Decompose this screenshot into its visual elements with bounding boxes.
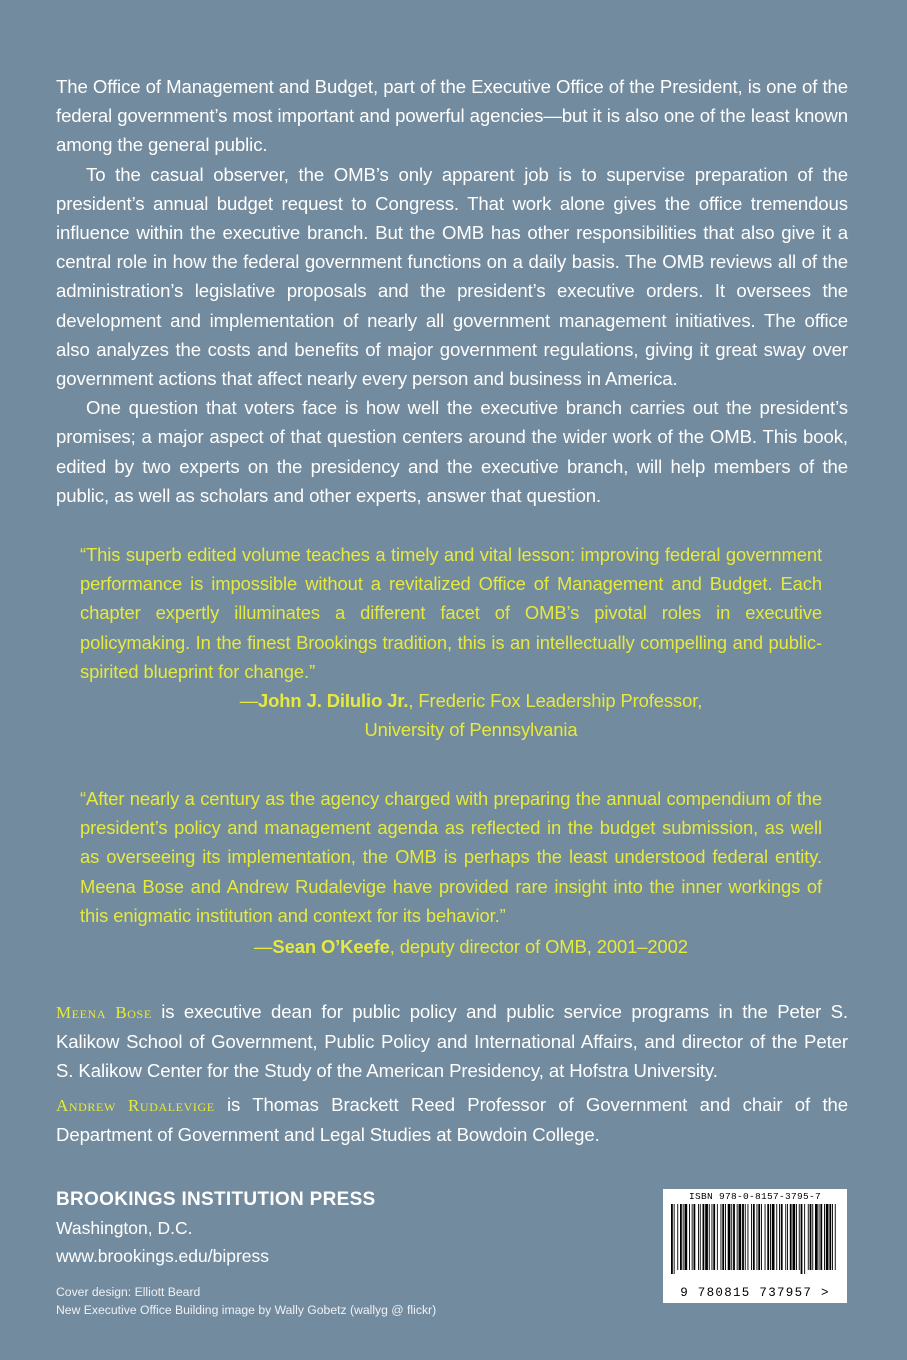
barcode-bar: [713, 1204, 715, 1270]
publisher-info: [56, 1186, 556, 1270]
isbn-barcode: [663, 1189, 847, 1303]
publisher-name: BROOKINGS INSTITUTION PRESS: [56, 1189, 376, 1210]
credits: [56, 1284, 616, 1319]
barcode-bar: [725, 1204, 726, 1270]
publisher-url: www.brookings.edu/bipress: [56, 1246, 270, 1266]
blurb-1-quote: “This superb edited volume teaches a timely and vital lesson: improving federal government performance is impossible without a revitalized Office of Management and Budget. Each chapter expertly illuminates a different facet of OMB’s pivotal roles in executive policymaking. In the finest Brookings tradition, this is an intellectually compelling and public-spirited blueprint for change.”: [80, 544, 822, 682]
barcode-bar: [785, 1204, 786, 1270]
barcode-bar: [698, 1204, 699, 1270]
author-bios: [56, 997, 848, 1149]
image-credit: New Executive Office Building image by Wally Gobetz (wallyg @ flickr): [56, 1302, 437, 1317]
barcode-bar: [742, 1204, 744, 1270]
barcode-bar: [765, 1204, 766, 1270]
barcode-bar: [748, 1204, 749, 1270]
barcode-bar: [761, 1204, 762, 1270]
barcode-bar: [796, 1204, 797, 1270]
barcode-digits: 9 780815 737957 >: [680, 1286, 830, 1300]
barcode-bar: [790, 1204, 792, 1270]
barcode-bar: [731, 1204, 732, 1270]
barcode-bar: [677, 1204, 678, 1270]
barcode-bar: [700, 1204, 701, 1270]
description-paragraph-1: The Office of Management and Budget, part of the Executive Office of the President, is one of the federal government’s most important and powerful agencies—but it is also one of the least known among the general public.: [56, 76, 848, 156]
barcode-bar: [824, 1204, 825, 1270]
barcode-bar: [835, 1204, 836, 1270]
barcode-bar: [776, 1204, 777, 1270]
barcode-bar: [820, 1204, 822, 1270]
isbn-label: ISBN 978-0-8157-3795-7: [688, 1191, 822, 1202]
barcode-bars: [671, 1204, 839, 1274]
publisher-city: Washington, D.C.: [56, 1218, 193, 1238]
barcode-bar: [812, 1204, 813, 1270]
barcode-bar: [721, 1204, 722, 1270]
barcode-bar: [685, 1204, 688, 1270]
barcode-bar: [767, 1204, 769, 1270]
book-description: [56, 72, 848, 510]
barcode-bar: [728, 1204, 731, 1270]
description-paragraph-2: To the casual observer, the OMB’s only apparent job is to supervise preparation of the president’s annual budget request to Congress. That work alone gives the office tremendous influence within the executive branch. But the OMB has other responsibilities that also give it a central role in how the federal government functions on a daily basis. The OMB reviews all of the administration’s legislative proposals and the president’s executive orders. It oversees the development and implementation of nearly all government management initiatives. The office also analyzes the costs and benefits of major government regulations, giving it great sway over government actions that affect nearly every person and business in America.: [56, 163, 848, 390]
barcode-bar: [815, 1204, 818, 1270]
barcode-bar: [703, 1204, 705, 1270]
barcode-bar: [712, 1204, 713, 1270]
author-name-rudalevige: Andrew Rudalevige: [56, 1095, 215, 1115]
barcode-bar: [829, 1204, 831, 1270]
bio-text-rudalevige: is Thomas Brackett Reed Professor of Government and chair of the Department of Government and Legal Studies at Bowdoin College.: [56, 1093, 848, 1145]
blurb-2-attribution: [80, 932, 822, 961]
barcode-bar: [779, 1204, 780, 1270]
barcode-bar: [808, 1204, 809, 1270]
barcode-bar: [694, 1204, 696, 1270]
barcode-bar: [717, 1204, 718, 1270]
barcode-bar: [692, 1204, 693, 1270]
barcode-bar: [757, 1204, 758, 1270]
barcode-bar: [753, 1204, 755, 1270]
barcode-bar: [799, 1204, 800, 1270]
blurb-1-name: John J. DiIulio Jr.: [258, 690, 409, 712]
blurb-1-attribution: [80, 686, 822, 744]
barcode-bar: [787, 1204, 788, 1270]
barcode-bar: [722, 1204, 724, 1270]
barcode-bar: [793, 1204, 796, 1270]
barcode-bar: [801, 1204, 803, 1274]
blurb-2: [80, 784, 822, 961]
blurb-2-name: Sean O’Keefe: [272, 936, 390, 958]
barcode-bar: [689, 1204, 690, 1270]
barcode-bar: [680, 1204, 682, 1270]
barcode-bar: [832, 1204, 833, 1270]
author-name-bose: Meena Bose: [56, 1003, 152, 1022]
cover-design-credit: Cover design: Elliott Beard: [56, 1285, 201, 1299]
barcode-bar: [772, 1204, 775, 1270]
barcode-bar: [770, 1204, 771, 1270]
blurb-1-affiliation: University of Pennsylvania: [364, 719, 578, 741]
barcode-bar: [745, 1204, 746, 1270]
barcode-bar: [737, 1204, 738, 1270]
barcode-bar: [671, 1204, 673, 1274]
barcode-bar: [826, 1204, 829, 1270]
barcode-bar: [683, 1204, 684, 1270]
barcode-bar: [758, 1204, 760, 1270]
blurb-2-title: , deputy director of OMB, 2001–2002: [389, 936, 688, 958]
barcode-bar: [781, 1204, 783, 1270]
blurb-1-title: , Frederic Fox Leadership Professor,: [408, 690, 703, 712]
barcode-bar: [709, 1204, 710, 1270]
barcode-bar: [674, 1204, 675, 1274]
barcode-bar: [810, 1204, 812, 1270]
description-paragraph-3: One question that voters face is how well the executive branch carries out the president’s promises; a major aspect of that question centers around the wider work of the OMB. This book, edited by two experts on the presidency and the executive branch, will help members of the public, as well as scholars and other experts, answer that question.: [56, 397, 848, 506]
blurb-2-quote: “After nearly a century as the agency charged with preparing the annual compendium of the president’s policy and management agenda as reflected in the budget submission, as well as overseeing its implementation, the OMB is perhaps the least understood federal entity. Meena Bose and Andrew Rudalevige have provided rare insight into the inner workings of this enigmatic institution and context for its behavior.”: [80, 788, 822, 926]
barcode-bar: [804, 1204, 805, 1274]
bio-text-bose: is executive dean for public policy and public service programs in the Peter S. Kalikow School of Government, Public Policy and International Affairs, and director of the Peter S. Kalikow Center for the Study of the American Presidency, at Hofstra University.: [56, 1001, 848, 1082]
barcode-bar: [739, 1204, 742, 1270]
blurb-2-dash: —: [254, 936, 273, 958]
barcode-bar: [751, 1204, 752, 1270]
blurb-1-dash: —: [239, 690, 259, 712]
bio-meena-bose: [56, 997, 848, 1086]
barcode-bar: [733, 1204, 735, 1270]
bio-andrew-rudalevige: [56, 1090, 848, 1149]
barcode-bar: [819, 1204, 820, 1270]
barcode-bar: [705, 1204, 708, 1270]
blurb-1: [80, 540, 822, 744]
